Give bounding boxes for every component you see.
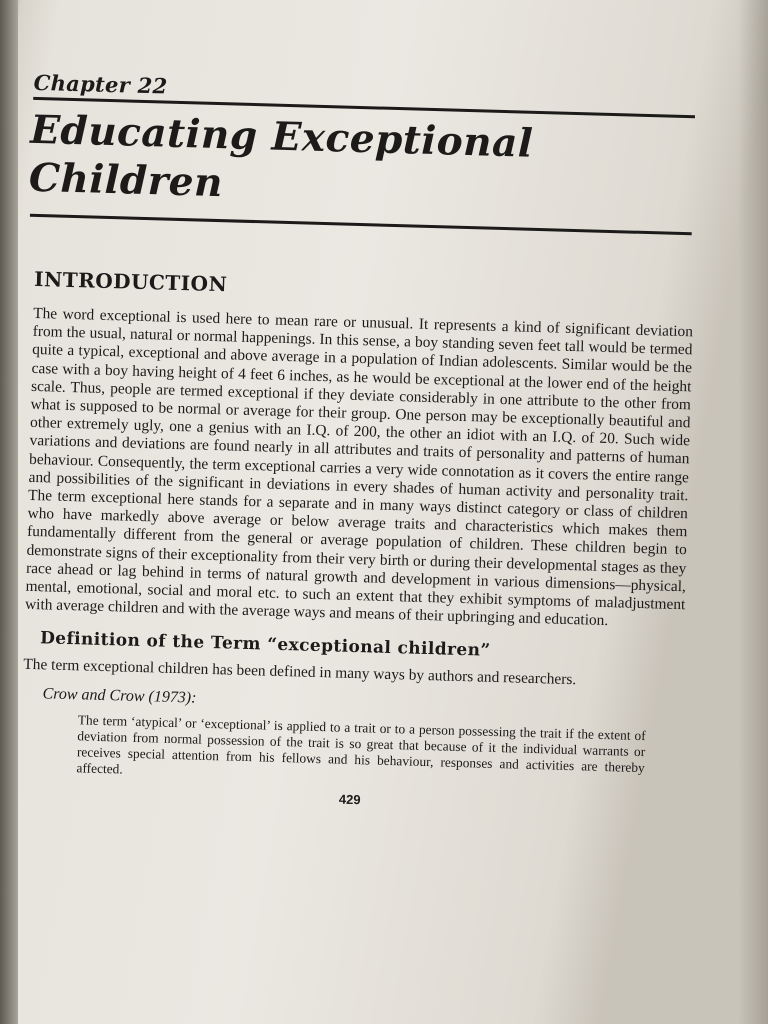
introduction-paragraph: The word exceptional is used here to mean rare or unusual. It represents a kind of significant deviation from the usual, natural or normal happenings. In this sense, a boy standing seven feet tall would be termed quite a typical, exceptional and above average in a population of Indian adolescents. Similar would be the case with a boy having height of 4 feet 6 inches, as he would be exceptional at the lower end of the height scale. Thus, people are termed exceptional if they deviate considerably in one attribute to the other from what is supposed to be normal or average for their group. One person may be exceptionally beautiful and other extremely ugly, one a genius with an I.Q. of 200, the other an idiot with an I.Q. of 20. Such wide variations and deviations are found nearly in all attributes and traits of personality and patterns of human behaviour. Consequently, the term exceptional carries a very wide connotation as it covers the entire range and possibilities of the significant in deviations in every shades of human activity and personality trait. The term exceptional here stands for a separate and in many ways distinct category or class of children who have markedly above average or below average traits and characteristics which makes them fundamentally different from the general or average population of children. These children begin to demonstrate signs of their exceptionality from their very birth or during their developmental stages as they race ahead or lag behind in terms of natural growth and development in various dimensions—physical, mental, emotional, social and moral etc. to such an extent that they exhibit symptoms of maladjustment with average children and with the average ways and means of their upbringing and education. <box>24 304 694 630</box>
definition-quote: The term ‘atypical’ or ‘exceptional’ is applied to a trait or to a person possessing the trait if the extent of deviation from normal possession of the trait is so great that because of it the individual warrants or receives special attention from his fellows and his behaviour, responses and activities are thereby affected. <box>76 711 646 777</box>
page-binding-edge <box>0 0 18 1024</box>
page-number: 429 <box>338 791 361 807</box>
citation-author: Crow and Crow (1973): <box>42 684 197 707</box>
definition-paragraph: The term exceptional children has been defined in many ways by authors and researchers. <box>23 656 577 689</box>
page-content <box>20 70 700 816</box>
definition-heading: Definition of the Term “exceptional children” <box>39 628 491 662</box>
introduction-heading: INTRODUCTION <box>33 266 228 297</box>
page-shadow <box>738 0 768 1024</box>
chapter-title: Educating Exceptional Children <box>28 106 534 207</box>
chapter-label: Chapter 22 <box>33 69 168 99</box>
